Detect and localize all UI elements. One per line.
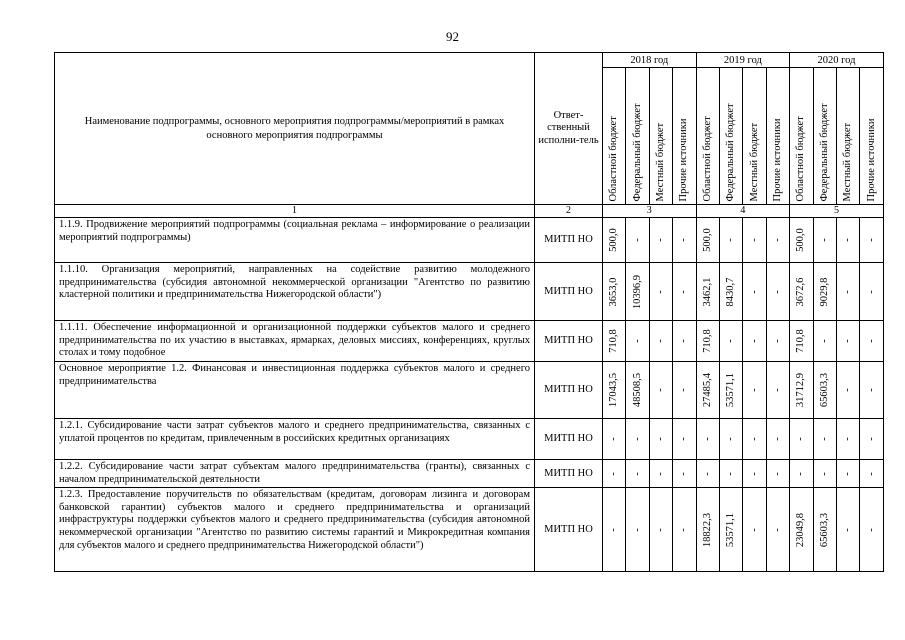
table-row [55, 488, 884, 572]
value-cell [790, 263, 813, 321]
value-text: - [771, 289, 783, 294]
value-text: 710,8 [701, 329, 713, 353]
value-cell [743, 362, 766, 419]
value-cell [860, 419, 883, 460]
value-cell [813, 362, 836, 419]
row-responsible: МИТП НО [535, 321, 603, 362]
value-text: - [818, 437, 830, 441]
value-text: - [631, 527, 643, 532]
column-number: 5 [790, 205, 884, 218]
value-cell [836, 362, 859, 419]
value-cell [766, 218, 789, 263]
header-source: Федеральный бюджет [813, 68, 836, 205]
header-name: Наименование подпрограммы, основного мероприятия подпрограммы/мероприятий в рамках основного мероприятия подпрограммы [55, 53, 535, 205]
value-text: - [631, 238, 643, 242]
value-cell [696, 488, 719, 572]
value-text: - [841, 471, 853, 476]
value-text: - [678, 289, 690, 294]
value-cell [766, 263, 789, 321]
value-cell [603, 263, 626, 321]
value-cell [719, 488, 742, 572]
value-cell [836, 321, 859, 362]
value-cell [626, 460, 649, 488]
value-cell [719, 321, 742, 362]
value-cell [860, 460, 883, 488]
value-cell [673, 218, 696, 263]
value-text: - [795, 471, 807, 476]
value-text: - [631, 471, 643, 476]
value-text: - [818, 238, 830, 242]
value-text: - [771, 339, 783, 343]
value-cell [790, 488, 813, 572]
value-text: - [795, 437, 807, 441]
value-text: 48508,5 [631, 372, 643, 408]
column-number: 1 [55, 205, 535, 218]
header-source: Местный бюджет [649, 68, 672, 205]
value-text: - [678, 238, 690, 242]
value-cell [813, 419, 836, 460]
value-text: 65603,3 [818, 512, 830, 547]
value-cell [860, 321, 883, 362]
value-text: - [841, 339, 853, 343]
table-row [55, 362, 884, 419]
column-number: 2 [535, 205, 603, 218]
value-text: - [865, 437, 877, 441]
value-text: 500,0 [701, 228, 713, 252]
row-name: 1.2.2. Субсидирование части затрат субъектам малого предпринимательства (гранты), связанных с началом предпринимательской деятельности [55, 460, 535, 488]
value-text: 710,8 [607, 329, 619, 353]
value-cell [626, 263, 649, 321]
value-text: - [724, 238, 736, 242]
value-cell [603, 419, 626, 460]
value-cell [696, 263, 719, 321]
value-text: - [631, 437, 643, 441]
table-row [55, 263, 884, 321]
value-cell [813, 218, 836, 263]
row-responsible: МИТП НО [535, 362, 603, 419]
value-cell [719, 218, 742, 263]
value-cell [860, 362, 883, 419]
value-cell [743, 263, 766, 321]
row-name: Основное мероприятие 1.2. Финансовая и инвестиционная поддержка субъектов малого и среднего предпринимательства [55, 362, 535, 419]
header-year-2018: 2018 год [603, 53, 697, 68]
value-cell [696, 460, 719, 488]
value-cell [743, 419, 766, 460]
value-cell [626, 419, 649, 460]
value-text: - [678, 527, 690, 532]
value-text: - [841, 437, 853, 441]
value-cell [766, 362, 789, 419]
value-cell [649, 488, 672, 572]
value-text: 31712,9 [795, 372, 807, 408]
header-source: Областной бюджет [696, 68, 719, 205]
value-text: - [841, 289, 853, 294]
value-text: - [865, 388, 877, 392]
value-text: - [748, 289, 760, 294]
value-text: - [678, 388, 690, 392]
table-row [55, 321, 884, 362]
header-source: Федеральный бюджет [719, 68, 742, 205]
value-text: - [865, 339, 877, 343]
value-text: 3653,0 [607, 277, 619, 306]
header-source: Местный бюджет [743, 68, 766, 205]
value-cell [813, 263, 836, 321]
value-cell [673, 321, 696, 362]
value-cell [743, 218, 766, 263]
value-text: 27485,4 [701, 372, 713, 408]
value-cell [860, 488, 883, 572]
value-text: - [748, 527, 760, 532]
value-cell [626, 488, 649, 572]
value-cell [813, 488, 836, 572]
value-text: 3462,1 [701, 277, 713, 306]
budget-table [54, 52, 884, 572]
value-text: - [631, 339, 643, 343]
value-text: - [771, 471, 783, 476]
value-text: - [771, 388, 783, 392]
value-cell [696, 362, 719, 419]
table-body [55, 218, 884, 572]
value-cell [673, 460, 696, 488]
value-text: - [654, 339, 666, 343]
value-cell [790, 460, 813, 488]
value-text: - [607, 471, 619, 476]
value-cell [626, 321, 649, 362]
value-cell [743, 460, 766, 488]
value-text: - [678, 339, 690, 343]
value-text: - [678, 437, 690, 441]
value-cell [790, 419, 813, 460]
value-text: - [724, 471, 736, 476]
value-cell [673, 362, 696, 419]
value-cell [696, 419, 719, 460]
value-text: - [678, 471, 690, 476]
value-text: 8430,7 [724, 277, 736, 306]
header-source: Областной бюджет [790, 68, 813, 205]
value-text: 17043,5 [607, 372, 619, 408]
value-text: 3672,6 [795, 277, 807, 306]
value-cell [719, 362, 742, 419]
value-cell [766, 488, 789, 572]
value-cell [719, 263, 742, 321]
value-cell [673, 419, 696, 460]
value-text: 710,8 [795, 329, 807, 353]
value-text: - [841, 238, 853, 242]
value-text: - [607, 437, 619, 441]
value-text: - [865, 471, 877, 476]
value-cell [836, 263, 859, 321]
value-cell [649, 419, 672, 460]
value-text: - [748, 471, 760, 476]
value-text: - [865, 527, 877, 532]
value-cell [743, 321, 766, 362]
value-text: - [654, 238, 666, 242]
value-text: - [701, 471, 713, 476]
value-text: - [701, 437, 713, 441]
value-text: - [841, 527, 853, 532]
table-row [55, 419, 884, 460]
value-cell [836, 460, 859, 488]
value-text: - [654, 471, 666, 476]
value-cell [603, 460, 626, 488]
value-text: 53571,1 [724, 372, 736, 408]
value-cell [790, 321, 813, 362]
value-cell [860, 218, 883, 263]
value-text: 65603,3 [818, 372, 830, 408]
value-text: - [865, 238, 877, 242]
value-cell [603, 321, 626, 362]
row-responsible: МИТП НО [535, 218, 603, 263]
value-text: 9029,8 [818, 277, 830, 306]
table-row [55, 460, 884, 488]
value-text: 18822,3 [701, 512, 713, 547]
row-responsible: МИТП НО [535, 263, 603, 321]
header-source: Прочие источники [860, 68, 883, 205]
value-cell [860, 263, 883, 321]
header-source: Прочие источники [766, 68, 789, 205]
value-text: 500,0 [607, 228, 619, 252]
value-text: - [607, 527, 619, 532]
value-text: - [724, 339, 736, 343]
value-cell [766, 321, 789, 362]
value-cell [673, 488, 696, 572]
value-cell [649, 321, 672, 362]
row-name: 1.1.11. Обеспечение информационной и организационной поддержки субъектов малого и среднего предпринимательства по их участию в выставках, ярмарках, деловых миссиях, конференциях, круглых столах и тому подобное [55, 321, 535, 362]
value-cell [649, 218, 672, 263]
value-cell [649, 263, 672, 321]
value-cell [836, 419, 859, 460]
value-text: 23049,8 [795, 512, 807, 547]
value-cell [790, 218, 813, 263]
value-text: 53571,1 [724, 512, 736, 547]
value-cell [649, 362, 672, 419]
value-text: - [654, 388, 666, 392]
header-source: Прочие источники [673, 68, 696, 205]
row-name: 1.1.10. Организация мероприятий, направленных на содействие развитию молодежного предпринимательства (субсидия автономной некоммерческой организации "Агентство по развитию кластерной политики и предпринимательства Нижегородской области") [55, 263, 535, 321]
value-text: - [865, 289, 877, 294]
value-cell [766, 419, 789, 460]
value-text: - [771, 437, 783, 441]
value-text: - [654, 437, 666, 441]
row-name: 1.2.1. Субсидирование части затрат субъектов малого и среднего предпринимательства, связанных с уплатой процентов по кредитам, привлеченным в российских кредитных организациях [55, 419, 535, 460]
header-source: Областной бюджет [603, 68, 626, 205]
row-responsible: МИТП НО [535, 488, 603, 572]
value-text: 500,0 [795, 228, 807, 252]
header-source: Местный бюджет [836, 68, 859, 205]
value-cell [813, 460, 836, 488]
value-cell [813, 321, 836, 362]
value-text: - [771, 527, 783, 532]
value-text: - [724, 437, 736, 441]
value-text: - [818, 471, 830, 476]
value-cell [696, 321, 719, 362]
header-year-2020: 2020 год [790, 53, 884, 68]
page-number: 92 [446, 29, 459, 44]
value-text: - [841, 388, 853, 392]
value-cell [696, 218, 719, 263]
table-row [55, 218, 884, 263]
value-cell [603, 488, 626, 572]
row-name: 1.2.3. Предоставление поручительств по обязательствам (кредитам, договорам лизинга и договорам банковской гарантии) субъектов малого и среднего предпринимательства и организаций инфраструктуры поддержки субъектов малого и среднего предпринимательства (субсидия автономной некоммерческой организации "Агентство по развитию системы гарантий и Микрокредитная компания для субъектов малого и среднего предпринимательства Нижегородской области") [55, 488, 535, 572]
column-number: 4 [696, 205, 790, 218]
value-cell [603, 362, 626, 419]
header-row-years [55, 53, 884, 68]
value-cell [626, 362, 649, 419]
value-text: - [771, 238, 783, 242]
row-responsible: МИТП НО [535, 460, 603, 488]
column-number-row [55, 205, 884, 218]
value-cell [790, 362, 813, 419]
row-responsible: МИТП НО [535, 419, 603, 460]
value-cell [836, 218, 859, 263]
value-text: - [818, 339, 830, 343]
value-cell [836, 488, 859, 572]
header-year-2019: 2019 год [696, 53, 790, 68]
header-responsible: Ответ-ственный исполни-тель [535, 53, 603, 205]
row-name: 1.1.9. Продвижение мероприятий подпрограммы (социальная реклама – информирование о реализации мероприятий подпрограммы) [55, 218, 535, 263]
value-cell [649, 460, 672, 488]
value-text: 10396,9 [631, 274, 643, 309]
value-text: - [748, 388, 760, 392]
value-cell [673, 263, 696, 321]
header-source: Федеральный бюджет [626, 68, 649, 205]
value-cell [719, 460, 742, 488]
value-cell [603, 218, 626, 263]
value-cell [766, 460, 789, 488]
value-text: - [654, 289, 666, 294]
value-text: - [748, 437, 760, 441]
value-cell [719, 419, 742, 460]
value-text: - [748, 238, 760, 242]
value-cell [743, 488, 766, 572]
value-cell [626, 218, 649, 263]
column-number: 3 [603, 205, 697, 218]
value-text: - [748, 339, 760, 343]
value-text: - [654, 527, 666, 532]
